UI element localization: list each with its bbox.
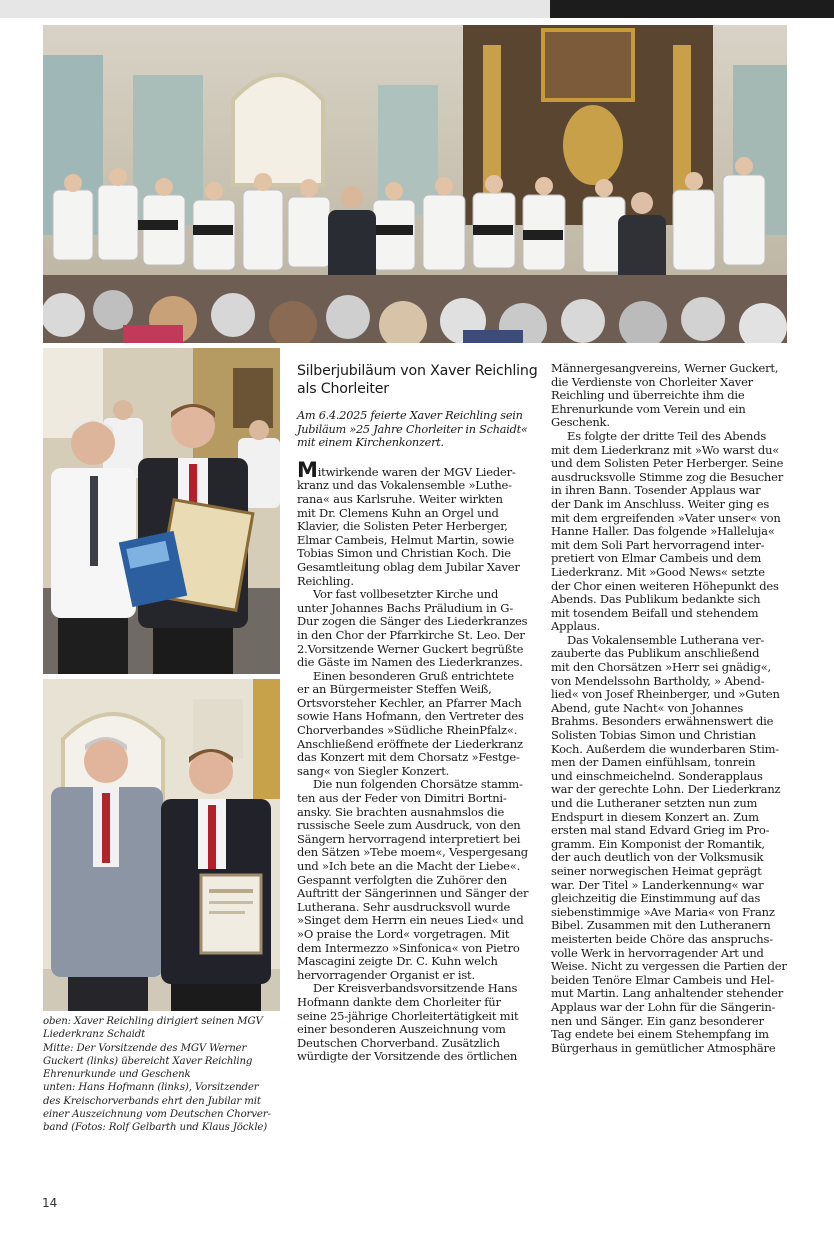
body-text-line [551, 947, 789, 961]
body-text-line [551, 675, 789, 689]
article-lead [297, 409, 535, 450]
body-text-line [297, 1050, 535, 1064]
body-text-line [551, 512, 789, 526]
headline-line: als Chorleiter [297, 381, 389, 397]
body-text-line [551, 539, 789, 553]
body-text-line [551, 430, 789, 444]
body-text-line [297, 819, 535, 833]
body-text: »Singet dem Herrn ein neues Lied« und [297, 913, 524, 928]
body-text: rana« aus Karlsruhe. Weiter wirkten [297, 491, 503, 506]
body-text-line [297, 806, 535, 820]
body-text-line [551, 444, 789, 458]
body-text: Hanne Haller. Das folgende »Halleluja« [551, 524, 775, 539]
body-text-line [297, 575, 535, 589]
page-top-bar-dark-strip [550, 0, 834, 18]
body-text-line [551, 634, 789, 648]
body-text: mit dem Soli Part hervorragend inter- [551, 537, 765, 552]
body-text-line [551, 838, 789, 852]
body-text-line [297, 561, 535, 575]
caption-line: band (Fotos: Rolf Gelbarth und Klaus Jöckle) [43, 1122, 268, 1134]
body-text: mut Martin. Lang anhaltender stehender [551, 986, 784, 1001]
body-text: Es folgte der dritte Teil des Abends [567, 428, 767, 443]
caption-line: Mitte: Der Vorsitzende des MGV Werner [43, 1042, 247, 1054]
body-text-line [297, 765, 535, 779]
body-text: Applaus war der Lohn für die Sängerin- [551, 999, 776, 1014]
body-text-line [551, 403, 789, 417]
body-text: mit Dr. Clemens Kuhn an Orgel und [297, 505, 499, 520]
body-text: und einschmeichelnd. Sonderapplaus [551, 768, 763, 783]
article-body-column-1 [297, 457, 535, 1064]
drop-cap-letter: M [297, 457, 318, 482]
body-text: der Chor einen weiteren Höhepunkt des [551, 578, 779, 593]
body-text: lied« von Josef Rheinberger, und »Guten [551, 687, 780, 702]
body-text: in ihren Bann. Tosender Applaus war [551, 483, 761, 498]
body-text-line [551, 729, 789, 743]
body-text-line [297, 778, 535, 792]
photo-award-presentation [43, 679, 280, 1011]
body-text-line [551, 987, 789, 1001]
body-text: men der Damen einfühlsam, tonrein [551, 755, 756, 770]
body-text: der auch deutlich von der Volksmusik [551, 850, 764, 865]
body-text: einer besonderen Auszeichnung vom [297, 1022, 506, 1037]
body-text-line [551, 1015, 789, 1029]
body-text-line [551, 702, 789, 716]
body-text-line [297, 846, 535, 860]
lead-line: Jubiläum »25 Jahre Chorleiter in Schaidt« [297, 422, 528, 436]
body-text-line [551, 457, 789, 471]
body-text-line [551, 498, 789, 512]
body-text-line [297, 874, 535, 888]
body-text-line [297, 534, 535, 548]
body-text: Vor fast vollbesetzter Kirche und [313, 587, 499, 602]
body-text: die Verdienste von Chorleiter Xaver [551, 374, 753, 389]
article-body-column-2 [551, 362, 789, 1055]
body-text-line [297, 615, 535, 629]
body-text-line [551, 824, 789, 838]
article-column-2 [551, 362, 789, 1055]
body-text-line [551, 865, 789, 879]
body-text: unter Johannes Bachs Präludium in G- [297, 600, 514, 615]
body-text: und die Lutheraner setzten nun zum [551, 796, 758, 810]
body-text-line [551, 797, 789, 811]
body-text: Tag endete bei einem Stehempfang im [551, 1027, 769, 1042]
body-text: zauberte das Publikum anschließend [551, 646, 760, 661]
body-text-line [297, 697, 535, 711]
body-text-line [297, 928, 535, 942]
body-text: beiden Tenöre Elmar Cambeis und Hel- [551, 972, 774, 987]
body-text: nen und Sänger. Ein ganz besonderer [551, 1013, 764, 1028]
body-text: siebenstimmige »Ave Maria« von Franz [551, 904, 775, 919]
body-text-line [297, 792, 535, 806]
body-text-line [297, 656, 535, 670]
body-text: Geschenk. [551, 415, 610, 430]
body-text-line [297, 588, 535, 602]
body-text: Hofmann dankte dem Chorleiter für [297, 994, 501, 1009]
body-text: Elmar Cambeis, Helmut Martin, sowie [297, 532, 515, 547]
body-text-line [297, 914, 535, 928]
body-text-line [297, 602, 535, 616]
body-text-line [551, 376, 789, 390]
body-text: Männergesangvereins, Werner Guckert, [551, 361, 779, 375]
body-text: ansky. Sie brachten ausnahmslos die [297, 804, 505, 819]
body-text-line [297, 942, 535, 956]
body-text-line [551, 620, 789, 634]
body-text: 2.Vorsitzende Werner Guckert begrüßte [297, 641, 524, 656]
body-text: sowie Hans Hofmann, den Vertreter des [297, 709, 524, 724]
body-text-line [551, 566, 789, 580]
body-text: Anschließend eröffnete der Liederkranz [297, 736, 523, 751]
body-text: Chorverbandes »Südliche RheinPfalz«. [297, 723, 518, 738]
body-text-line [551, 1042, 789, 1056]
body-text-line [297, 643, 535, 657]
body-text: Bibel. Zusammen mit den Lutheranern [551, 918, 771, 933]
body-text: sang« von Siegler Konzert. [297, 763, 450, 778]
article-headline [297, 362, 538, 398]
body-text-line [551, 389, 789, 403]
body-text-line [297, 1010, 535, 1024]
caption-line: des Kreischorverbands ehrt den Jubilar mit [43, 1095, 261, 1107]
body-text: mit den Chorsätzen »Herr sei gnädig«, [551, 660, 771, 675]
body-text: Ortsvorsteher Kechler, an Pfarrer Mach [297, 695, 522, 710]
body-text: Abend, gute Nacht« von Johannes [551, 700, 744, 715]
body-text-line [297, 683, 535, 697]
body-text: war. Der Titel » Landerkennung« war [551, 877, 764, 892]
body-text: russische Seele zum Ausdruck, von den [297, 818, 521, 833]
article-column-1 [297, 362, 538, 1064]
body-text-line [551, 851, 789, 865]
body-text-line [297, 833, 535, 847]
photo-choir-concert [43, 25, 787, 343]
page-number: 14 [42, 1196, 58, 1210]
body-text-line [297, 996, 535, 1010]
body-text-line [297, 887, 535, 901]
body-text-line [551, 783, 789, 797]
body-text-line [297, 547, 535, 561]
body-text: von Mendelssohn Bartholdy, » Abend- [551, 673, 765, 688]
body-text-line [297, 457, 535, 482]
body-text: Klavier, die Solisten Peter Herberger, [297, 519, 508, 534]
caption-line: Guckert (links) übereicht Xaver Reichling [43, 1055, 253, 1067]
body-text: Bürgerhaus in gemütlicher Atmosphäre [551, 1040, 776, 1055]
body-text-line [551, 892, 789, 906]
body-text: seine 25-jährige Chorleitertätigkeit mit [297, 1008, 519, 1023]
headline-line: Silberjubiläum von Xaver Reichling [297, 363, 538, 379]
lead-line: Am 6.4.2025 feierte Xaver Reichling sein [297, 409, 523, 422]
caption-line: unten: Hans Hofmann (links), Vorsitzender [43, 1082, 259, 1094]
body-text-line [297, 901, 535, 915]
body-text: die Gäste im Namen des Liederkranzes. [297, 655, 523, 670]
photo-caption [43, 1015, 280, 1135]
body-text-line [297, 670, 535, 684]
body-text: hervorragender Organist er ist. [297, 967, 475, 982]
caption-line: Liederkranz Schaidt [43, 1029, 146, 1041]
body-text: Reichling und überreichte ihm die [551, 388, 745, 403]
body-text: meisterten beide Chöre das anspruchs- [551, 931, 773, 946]
body-text: und dem Solisten Peter Herberger. Seine [551, 456, 784, 471]
body-text-line [551, 879, 789, 893]
body-text-line [297, 1037, 535, 1051]
body-text-line [297, 479, 535, 493]
body-text-line [297, 955, 535, 969]
body-text: und »Ich bete an die Macht der Liebe«. [297, 859, 521, 873]
body-text-line [297, 751, 535, 765]
body-text-line [297, 1023, 535, 1037]
body-text-line [551, 607, 789, 621]
body-text-line [551, 974, 789, 988]
body-text: Liederkranz. Mit »Good News« setzte [551, 564, 765, 579]
body-text: Mascagini zeigte Dr. C. Kuhn welch [297, 954, 498, 969]
body-text-line [551, 552, 789, 566]
body-text-line [297, 738, 535, 752]
body-text: Lutherana. Sehr ausdrucksvoll wurde [297, 899, 511, 914]
caption-line: Ehrenurkunde und Geschenk [43, 1069, 191, 1081]
body-text: würdigte der Vorsitzende des örtlichen [297, 1049, 518, 1064]
body-text: ersten mal stand Edvard Grieg im Pro- [551, 823, 770, 838]
body-text: Sängern hervorragend interpretiert bei [297, 831, 521, 846]
photo-certificate-handover [43, 348, 280, 674]
body-text: Endspurt in diesem Konzert an. Zum [551, 809, 759, 824]
body-text: kranz und das Vokalensemble »Luthe- [297, 478, 512, 493]
body-text-line [551, 362, 789, 376]
body-text-line [297, 629, 535, 643]
body-text: Einen besonderen Gruß entrichtete [313, 668, 514, 683]
body-text: Gespannt verfolgten die Zuhörer den [297, 872, 507, 887]
body-text: Reichling. [297, 573, 354, 588]
body-text-line [297, 860, 535, 874]
body-text-line [551, 743, 789, 757]
body-text: Der Kreisverbandsvorsitzende Hans [313, 981, 518, 996]
body-text: Solisten Tobias Simon und Christian [551, 728, 756, 743]
caption-line: oben: Xaver Reichling dirigiert seinen MGV [43, 1016, 263, 1027]
body-text-line [297, 493, 535, 507]
body-text-line [551, 661, 789, 675]
body-text: seiner norwegischen Heimat geprägt [551, 863, 762, 878]
body-text-line [551, 1001, 789, 1015]
body-text-line [551, 919, 789, 933]
body-text: Auftritt der Sängerinnen und Sänger der [297, 886, 529, 901]
body-text: mit dem ergreifenden »Vater unser« von [551, 510, 781, 525]
body-text: Ehrenurkunde vom Verein und ein [551, 401, 746, 416]
body-text: ausdrucksvolle Stimme zog die Besucher [551, 469, 784, 484]
body-text: Das Vokalensemble Lutherana ver- [567, 632, 765, 647]
caption-line: einer Auszeichnung vom Deutschen Chorver- [43, 1109, 271, 1121]
body-text: Weise. Nicht zu vergessen die Partien der [551, 959, 787, 974]
body-text-line [297, 710, 535, 724]
body-text: Tobias Simon und Christian Koch. Die [297, 546, 511, 561]
body-text-line [551, 471, 789, 485]
body-text: Brahms. Besonders erwähnenswert die [551, 714, 774, 729]
body-text: Deutschen Chorverband. Zusätzlich [297, 1035, 500, 1050]
body-text-line [551, 811, 789, 825]
body-text: Die nun folgenden Chorsätze stamm- [313, 777, 523, 792]
body-text: Gesamtleitung oblag dem Jubilar Xaver [297, 559, 520, 574]
body-text: gramm. Ein Komponist der Romantik, [551, 836, 765, 851]
body-text-line [551, 933, 789, 947]
body-text-line [551, 960, 789, 974]
body-text-line [551, 593, 789, 607]
body-text: dem Intermezzo »Sinfonica« von Pietro [297, 940, 520, 955]
body-text: pretiert von Elmar Cambeis und dem [551, 551, 762, 566]
body-text-line [551, 688, 789, 702]
body-text: Abends. Das Publikum bedankte sich [551, 592, 761, 607]
body-text: »O praise the Lord« vorgetragen. Mit [297, 926, 510, 941]
body-text: mit tosendem Beifall und stehendem [551, 605, 759, 620]
body-text-line [551, 647, 789, 661]
body-text: ten aus der Feder von Dimitri Bortni- [297, 791, 507, 806]
body-text: itwirkende waren der MGV Lieder- [317, 464, 516, 479]
body-text-line [551, 416, 789, 430]
body-text-line [551, 525, 789, 539]
body-text: Dur zogen die Sänger des Liederkranzes [297, 614, 528, 629]
body-text-line [551, 770, 789, 784]
body-text-line [551, 906, 789, 920]
body-text: Applaus. [551, 619, 600, 634]
body-text-line [297, 982, 535, 996]
body-text: das Konzert mit dem Chorsatz »Festge- [297, 750, 520, 765]
body-text: gleichzeitig die Einstimmung auf das [551, 891, 761, 906]
body-text-line [297, 969, 535, 983]
body-text-line [297, 724, 535, 738]
body-text-line [551, 1028, 789, 1042]
body-text-line [297, 507, 535, 521]
body-text: in den Chor der Pfarrkirche St. Leo. Der [297, 627, 525, 642]
body-text-line [297, 520, 535, 534]
body-text: er an Bürgermeister Steffen Weiß, [297, 682, 492, 697]
body-text-line [551, 756, 789, 770]
body-text-line [551, 580, 789, 594]
body-text: mit dem Liederkranz mit »Wo warst du« [551, 442, 780, 457]
body-text: war der gerechte Lohn. Der Liederkranz [551, 782, 781, 797]
body-text: der Dank im Anschluss. Weiter ging es [551, 496, 770, 511]
body-text: volle Werk in hervorragender Art und [551, 945, 764, 960]
body-text: den Sätzen »Tebe moem«, Vespergesang [297, 845, 528, 860]
body-text-line [551, 715, 789, 729]
lead-line: mit einem Kirchenkonzert. [297, 436, 444, 450]
body-text: Koch. Außerdem die wunderbaren Stim- [551, 741, 779, 756]
body-text-line [551, 484, 789, 498]
